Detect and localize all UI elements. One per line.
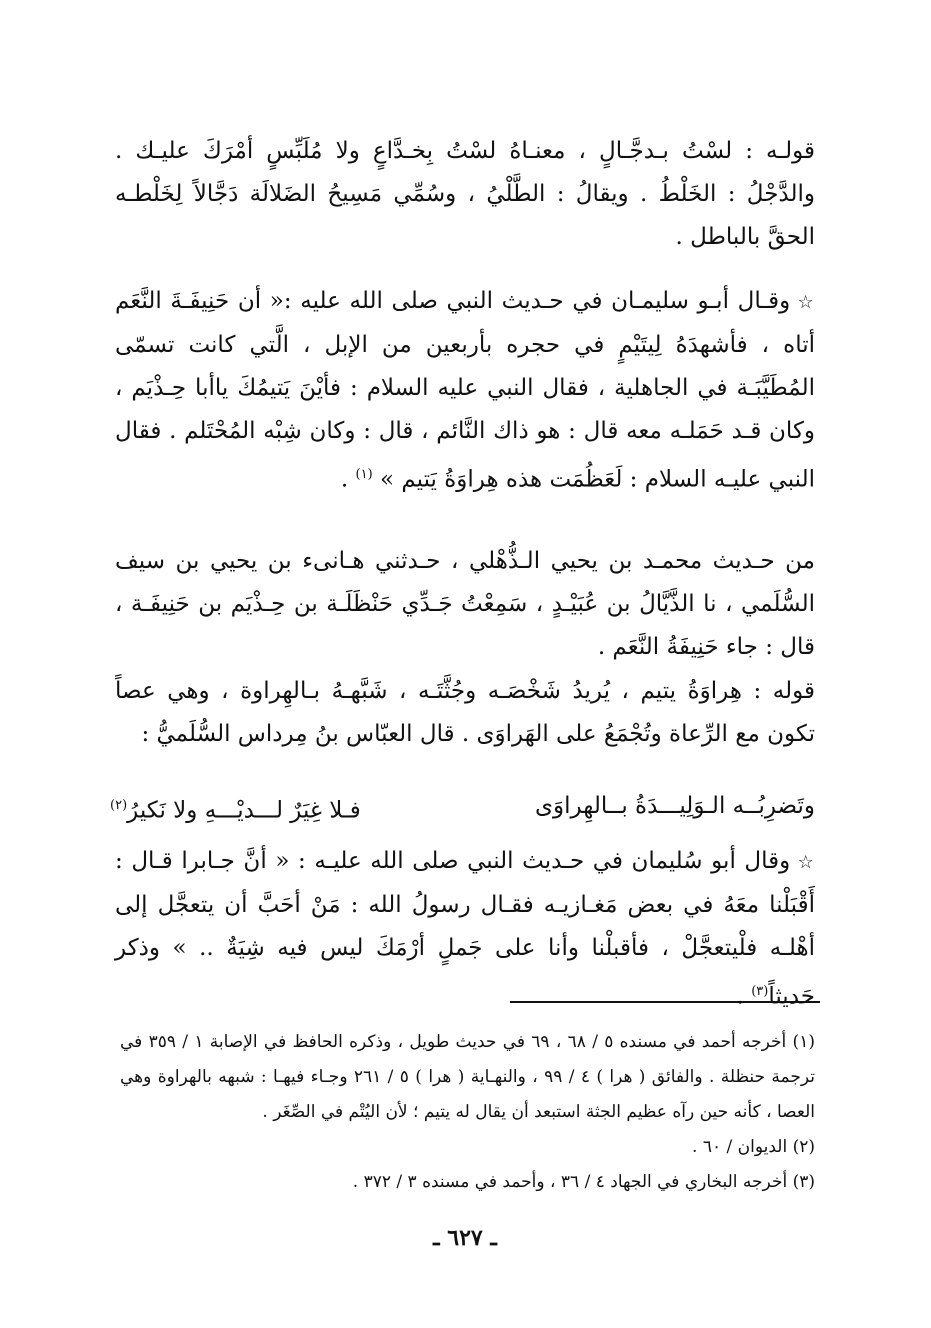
paragraph-end: . (736, 983, 752, 1010)
paragraph-jabir-hadith (115, 840, 815, 1019)
poem-verse (110, 783, 815, 829)
footnote-ref-3: (٣) (751, 984, 769, 999)
star-icon: ☆ (797, 852, 815, 873)
footnote-ref-1: (١) (355, 467, 373, 482)
paragraph-text: وقال أبو سُليمان في حـديث النبي صلى الله عليـه : « أنَّ جـابرا قـال : أَقْبَلْنا معَهُ في بعض مَغـازيـه فقـال رسولُ الله : مَنْ أحَبَّ أن يتعجَّل إلى أهْلـه فلْيتعجَّلْ ، فأقبلْنا وأنا على جَملٍ أرْمَكَ ليس فيه شِيَةٌ .. » وذكر حَديثاً (115, 848, 815, 1010)
paragraph-end: . (340, 466, 356, 493)
paragraph-hanifat-hadith (115, 280, 815, 502)
paragraph-isnad (115, 540, 815, 669)
page-number: ـ ٦٢٧ ـ (433, 1225, 497, 1251)
footnotes (120, 1025, 815, 1200)
poem-second-hemistich: فـلا غِيَرٌ لـــديْـــهِ ولا نَكيرُ (127, 797, 361, 824)
paragraph-hirawa-explanation (115, 670, 815, 756)
footnote-divider (510, 1001, 820, 1003)
star-icon: ☆ (797, 292, 815, 313)
footnote-2: (٢) الديوان / ٦٠ . (692, 1137, 815, 1157)
paragraph-text: وقـال أبـو سليمـان في حـديث النبي صلى الله عليه :« أن حَنِيفَـةَ النَّعَم أتاه ، فأشهدَهُ لِيتَيْمٍ في حجره بأربعين من الإبل ، الَّتي كانت تسمّى المُطَيَّبَـة في الجاهلية ، فقال النبي عليه السلام : فأيْنَ يَتيمُكَ ياأبا حِـذْيَم ، وكان قـد حَمَلـه معه قال : هو ذاك النَّائم ، قال : وكان شِبْه المُحْتَلم . فقال النبي عليـه السلام : لَعَظُمَت هذه هِراوَةُ يَتيم » (115, 288, 815, 493)
paragraph-text: قوله : هِراوَةُ يتيم ، يُريدُ شَخْصَـه وجُثَّتَـه ، شَبَّهـهُ بـالهِراوة ، وهي عصاً تكون مع الرِّعاة وتُجْمَعُ على الهَراوَى . قال العبّاس بنُ مِرداس السُّلَميُّ : (115, 678, 815, 747)
poem-second-hemistich-wrap (110, 783, 361, 834)
paragraph-text: من حـديث محمـد بن يحيي الـذُّهْلي ، حـدثني هـانىء بن يحيي بن سيف السُّلَمي ، نا الذَّيَّالُ بن عُبَيْـدٍ ، سَمِعْتُ جَـدِّي حَنْظَلَـة بن حِـذْيَم بن حَنِيفَـة ، قال : جاء حَنِيفَةُ النَّعَم . (115, 548, 815, 660)
paragraph-dajjal-meaning (115, 130, 815, 259)
footnote-ref-2: (٢) (110, 798, 128, 813)
paragraph-text: قولـه : لسْتُ بـدجَّـالٍ ، معنـاهُ لسْتُ بِخـدَّاعٍ ولا مُلَبِّسٍ أمْرَكَ عليـك . والدَّجْلُ : الخَلْطُ . ويقالُ : الطَّلْيُ ، وسُمِّي مَسِيحُ الضَلالَة دَجَّالاً لِخَلْطـه الحقَّ بالباطل . (115, 138, 815, 250)
poem-first-hemistich: وتَضرِبُــه الـوَلِيـــدَةُ بــالهِراوَى (535, 793, 815, 819)
footnote-3: (٣) أخرجه البخاري في الجهاد ٤ / ٣٦ ، وأحمد في مسنده ٣ / ٣٧٢ . (352, 1172, 815, 1192)
footnote-1: (١) أخرجه أحمد في مسنده ٥ / ٦٨ ، ٦٩ في حديث طويل ، وذكره الحافظ في الإصابة ١ / ٣٥٩ في ترجمة حنظلة . والفائق ( هرا ) ٤ / ٩٩ ، والنهـاية ( هرا ) ٥ / ٢٦١ وجـاء فيهـا : شبهه بالهراوة وهي العصا ، كأنه حين رآه عظيم الجثة استبعد أن يقال له يتيم ؛ لأن اليُتْم في الصِّغَر . (120, 1032, 815, 1122)
